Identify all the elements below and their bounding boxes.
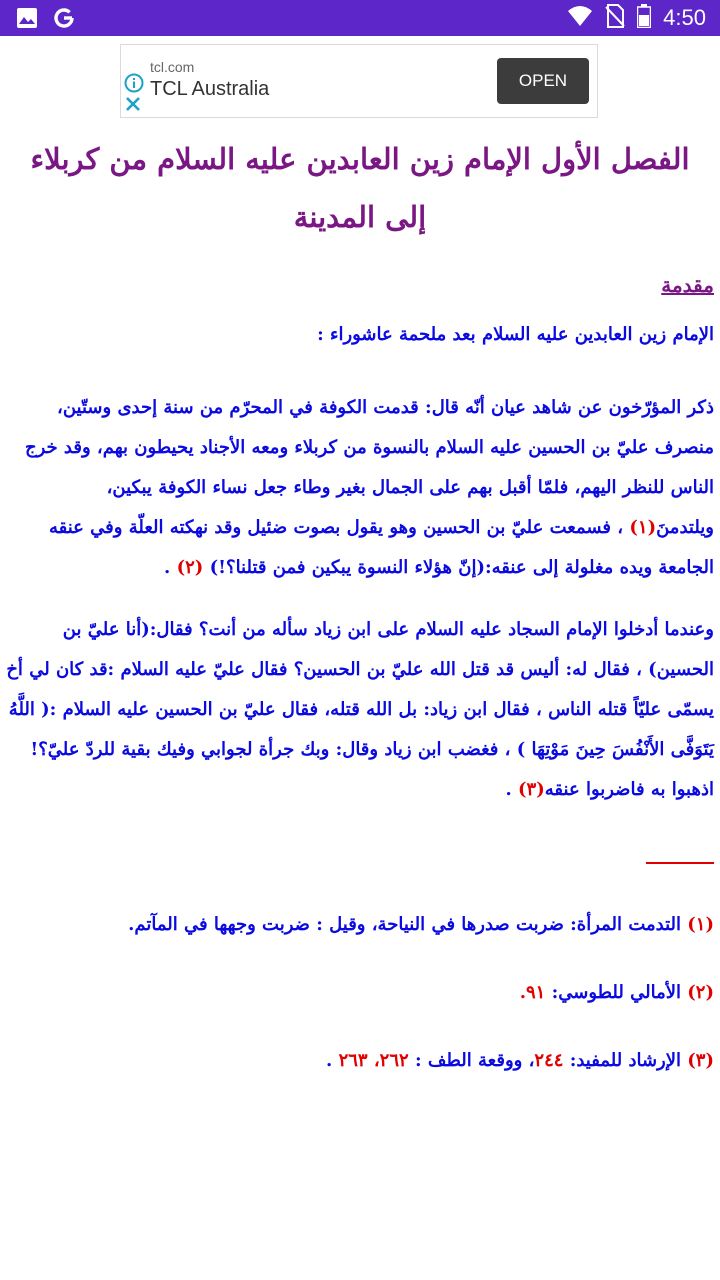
footnote-2: [6, 978, 714, 1008]
info-icon[interactable]: [124, 73, 144, 97]
footnote-text: التدمت المرأة: ضربت صدرها في النياحة، وقيل : ضربت وجهها في المآتم.: [128, 914, 688, 935]
paragraph-ibn-ziyad: [6, 610, 714, 810]
footnote-page: ٢٤٤: [534, 1050, 564, 1071]
gallery-notification-icon: [16, 7, 38, 33]
footnote-number: (٣): [687, 1050, 714, 1071]
ad-banner[interactable]: [120, 44, 598, 118]
paragraph-intro: الإمام زين العابدين عليه السلام بعد ملحمة عاشوراء :: [317, 324, 714, 345]
footnote-ref-2[interactable]: (٢): [176, 557, 204, 578]
paragraph-text: وعندما أدخلوا الإمام السجاد عليه السلام على ابن زياد سأله من أنت؟ فقال:(أنا عليّ بن الحسين) ، فقال له: أليس قد قتل الله عليّ بن الحسين؟ فقال عليّ عليه السلام :قد كان لي أخ يسمّى عليّاً قتله الناس ، فقال ابن زياد: بل الله قتله، فقال عليّ بن الحسين عليه السلام :( اللَّهُ يَتَوَفَّى الأَنْفُسَ حِينَ مَوْتِهَا ) ، فغضب ابن زياد وقال: وبك جرأة لجوابي وفيك بقية للردّ عليّ؟! اذهبوا به فاضربوا عنقه: [6, 619, 714, 800]
google-notification-icon: [52, 6, 76, 34]
no-sim-icon: [605, 4, 625, 32]
paragraph-end: .: [505, 779, 519, 800]
paragraph-text: ، فسمعت عليّ بن الحسين وهو يقول بصوت ضئيل وقد نهكته العلّة وفي عنقه الجامعة ويده مغلولة إلى عنقه:(إنّ هؤلاء النسوة يبكين فمن قتلنا؟!): [48, 517, 714, 578]
status-bar: [0, 0, 720, 36]
paragraph-end: .: [164, 557, 177, 578]
close-icon[interactable]: [124, 95, 142, 117]
footnote-ref-3[interactable]: (٣): [518, 779, 545, 800]
footnote-text: ، ووقعة الطف :: [408, 1050, 535, 1071]
ad-open-button[interactable]: OPEN: [497, 58, 589, 104]
footnote-text: الإرشاد للمفيد:: [563, 1050, 688, 1071]
section-heading: مقدمة: [661, 273, 714, 297]
footnote-divider: [646, 862, 714, 864]
footnote-number: (١): [687, 914, 714, 935]
ad-domain: tcl.com: [150, 59, 195, 75]
footnote-text: الأمالي للطوسي:: [545, 982, 688, 1003]
footnote-page: ٩١: [526, 982, 546, 1003]
battery-icon: [637, 4, 651, 32]
footnote-number: (٢): [687, 982, 714, 1003]
clock: 4:50: [663, 5, 706, 30]
ad-title[interactable]: TCL Australia: [150, 78, 270, 100]
footnote-end: .: [326, 1050, 339, 1071]
footnote-3: [6, 1046, 714, 1076]
footnote-page: ٢٦٢، ٢٦٣: [338, 1050, 409, 1071]
footnote-1: [6, 910, 714, 940]
footnote-end: .: [519, 982, 526, 1003]
paragraph-text: ذكر المؤرّخون عن شاهد عيان أنّه قال: قدمت الكوفة في المحرّم من سنة إحدى وستّين، منصرف عليّ بن الحسين عليه السلام بالنسوة من كربلاء ومعه الأجناد يحيطون بهم، وقد خرج الناس للنظر اليهم، فلمّا أقبل بهم على الجمال بغير وطاء جعل نساء الكوفة يبكين، ويلتدمنَ: [24, 397, 714, 538]
paragraph-kufa: [20, 388, 714, 588]
wifi-icon: [567, 5, 593, 31]
footnote-ref-1[interactable]: (١): [629, 517, 657, 538]
article-content: [0, 130, 720, 1076]
chapter-title: الفصل الأول الإمام زين العابدين عليه السلام من كربلاء إلى المدينة: [30, 142, 690, 234]
